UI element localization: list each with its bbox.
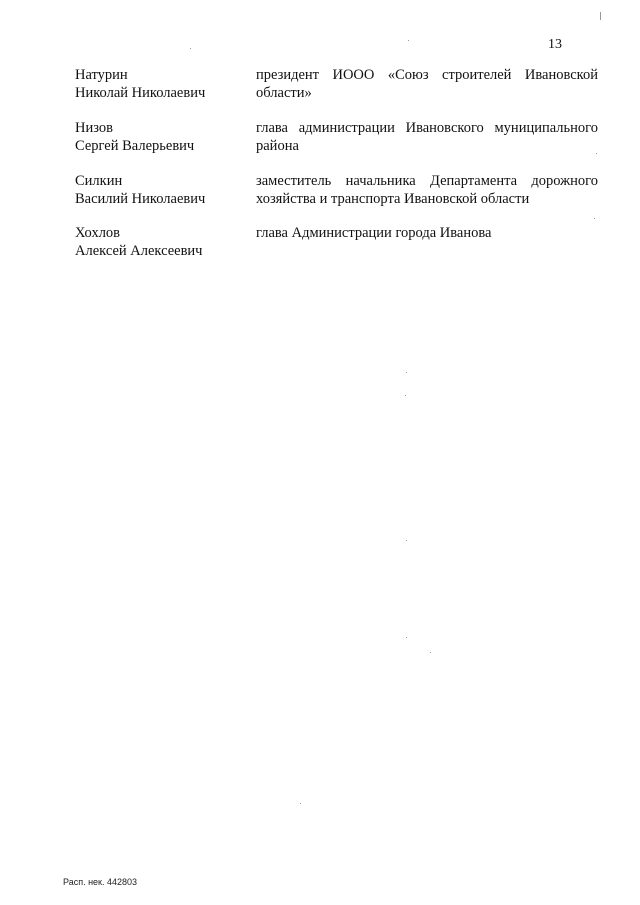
- member-name: [75, 224, 245, 260]
- scan-speck: [406, 540, 407, 541]
- scan-speck: [406, 637, 407, 638]
- list-item: [0, 172, 640, 224]
- scan-speck: [190, 48, 191, 49]
- member-position: президент ИООО «Союз строителей Ивановской области»: [256, 67, 598, 101]
- member-position: глава Администрации города Иванова: [256, 225, 492, 241]
- member-given-name: Сергей Валерьевич: [75, 138, 195, 154]
- member-surname: Низов: [75, 120, 113, 136]
- member-surname: Хохлов: [75, 225, 121, 241]
- scan-speck: [300, 803, 301, 804]
- footer-code: Расп. нек. 442803: [63, 877, 138, 887]
- member-surname: Силкин: [75, 173, 123, 189]
- member-given-name: Николай Николаевич: [75, 85, 206, 101]
- list-item: [0, 66, 640, 119]
- scan-speck: [596, 153, 597, 154]
- list-item: [0, 224, 640, 264]
- member-name: [75, 172, 245, 208]
- member-name: [75, 66, 245, 102]
- member-surname: Натурин: [75, 67, 128, 83]
- member-given-name: Василий Николаевич: [75, 191, 206, 207]
- member-given-name: Алексей Алексеевич: [75, 243, 203, 259]
- list-item: [0, 119, 640, 172]
- member-position: глава администрации Ивановского муниципального района: [256, 120, 598, 154]
- scan-speck: [405, 395, 406, 396]
- scan-speck: [408, 40, 409, 41]
- page-number: 13: [548, 37, 562, 52]
- scan-speck: [600, 12, 601, 20]
- member-position: заместитель начальника Департамента дорожного хозяйства и транспорта Ивановской области: [256, 173, 598, 207]
- member-name: [75, 119, 245, 155]
- scan-speck: [430, 652, 431, 653]
- member-list: [0, 66, 640, 264]
- scan-speck: [406, 372, 407, 373]
- scan-speck: [594, 218, 595, 219]
